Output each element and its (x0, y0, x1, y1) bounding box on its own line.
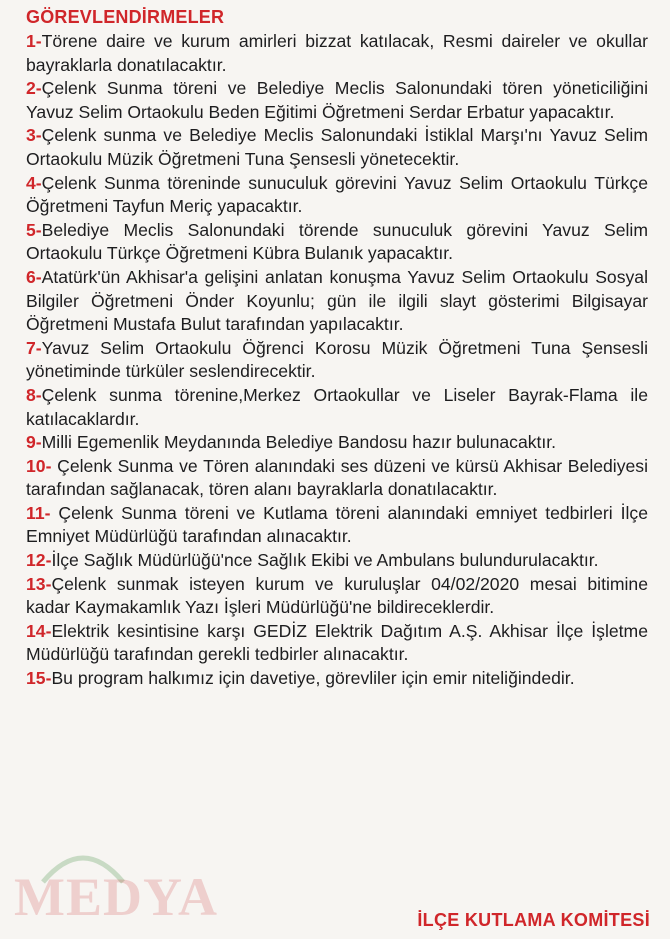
item-text: Yavuz Selim Ortaokulu Öğrenci Korosu Müzik Öğretmeni Tuna Şensesli yönetiminde türküler seslendirecektir. (26, 337, 648, 382)
item-number: 15- (26, 668, 52, 689)
item-text: Çelenk Sunma töreni ve Belediye Meclis Salonundaki tören yöneticiliğini Yavuz Selim Ortaokulu Beden Eğitimi Öğretmeni Serdar Erbatur yapacaktır. (26, 78, 648, 122)
watermark-text: MEDYA (14, 867, 219, 927)
list-item (26, 455, 648, 502)
list-item (26, 337, 648, 384)
item-text: Çelenk sunma ve Belediye Meclis Salonundaki İstiklal Marşı'nı Yavuz Selim Ortaokulu Müzik Öğretmeni Tuna Şensesli yönetecektir. (26, 125, 648, 169)
page-heading: GÖREVLENDİRMELER (26, 7, 225, 27)
item-number: 1- (26, 31, 42, 51)
item-number: 14- (26, 620, 52, 641)
item-number: 12- (26, 550, 52, 571)
item-text: Çelenk sunmak isteyen kurum ve kuruluşlar 04/02/2020 mesai bitimine kadar Kaymakamlık Yazı İşleri Müdürlüğü'ne bildireceklerdir. (26, 573, 648, 618)
list-item (26, 620, 648, 667)
item-number: 7- (26, 337, 42, 358)
list-item (26, 266, 648, 337)
item-number: 8- (26, 384, 42, 405)
list-item (26, 30, 648, 77)
item-text: Belediye Meclis Salonundaki törende sunuculuk görevini Yavuz Selim Ortaokulu Türkçe Öğretmeni Kübra Bulanık yapacaktır. (26, 219, 648, 264)
list-item (26, 502, 648, 549)
item-text: Atatürk'ün Akhisar'a gelişini anlatan konuşma Yavuz Selim Ortaokulu Sosyal Bilgiler Öğretmeni Önder Koyunlu; gün ile ilgili slayt gösterimi Bilgisayar Öğretmeni Mustafa Bulut tarafından yapılacaktır. (26, 266, 648, 335)
item-number: 2- (26, 78, 42, 99)
list-item (26, 431, 648, 455)
item-number: 3- (26, 125, 42, 146)
item-text: Bu program halkımız için davetiye, görevliler için emir niteliğindedir. (51, 668, 575, 689)
item-text: İlçe Sağlık Müdürlüğü'nce Sağlık Ekibi ve Ambulans bulundurulacaktır. (51, 550, 599, 571)
item-number: 6- (26, 266, 42, 287)
item-number: 11- (26, 502, 51, 523)
item-text: Milli Egemenlik Meydanında Belediye Bandosu hazır bulunacaktır. (41, 432, 557, 453)
item-text: Çelenk sunma törenine,Merkez Ortaokullar ve Liseler Bayrak-Flama ile katılacaklardır. (26, 384, 648, 429)
footer-signature: İLÇE KUTLAMA KOMİTESİ (417, 910, 650, 930)
item-number: 13- (26, 573, 52, 594)
item-number: 9- (26, 432, 42, 453)
item-text: Törene daire ve kurum amirleri bizzat katılacak, Resmi daireler ve okullar bayraklarla donatılacaktır. (26, 31, 648, 75)
item-number: 10- (26, 455, 52, 476)
item-text: Çelenk Sunma ve Tören alanındaki ses düzeni ve kürsü Akhisar Belediyesi tarafından sağlanacak, tören alanı bayraklarla donatılacaktır. (26, 455, 648, 500)
item-number: 4- (26, 172, 42, 193)
list-item (26, 384, 648, 431)
item-text: Elektrik kesintisine karşı GEDİZ Elektrik Dağıtım A.Ş. Akhisar İlçe İşletme Müdürlüğü tarafından gerekli tedbirler alınacaktır. (26, 620, 648, 665)
item-text: Çelenk Sunma töreni ve Kutlama töreni alanındaki emniyet tedbirleri İlçe Emniyet Müdürlüğü tarafından alınacaktır. (26, 502, 648, 547)
list-item (26, 77, 648, 124)
list-item (26, 549, 648, 573)
list-item (26, 124, 648, 171)
item-list (26, 30, 648, 691)
item-number: 5- (26, 219, 42, 240)
list-item (26, 219, 648, 266)
item-text: Çelenk Sunma töreninde sunuculuk görevini Yavuz Selim Ortaokulu Türkçe Öğretmeni Tayfun Meriç yapacaktır. (26, 172, 648, 217)
list-item (26, 172, 648, 219)
list-item (26, 667, 648, 691)
list-item (26, 573, 648, 620)
